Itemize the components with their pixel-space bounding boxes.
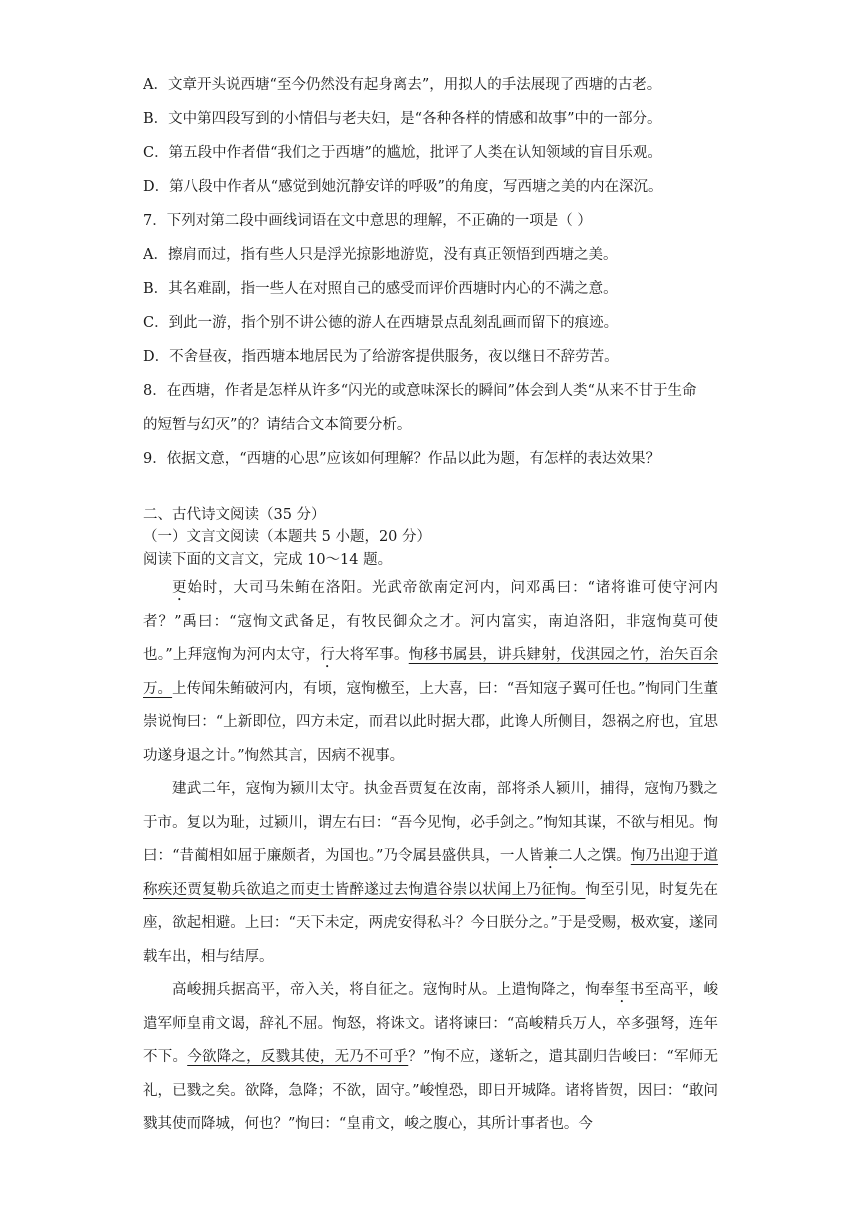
question-8 (143, 374, 718, 442)
passage-paragraph-1 (143, 572, 718, 773)
section-gap (143, 476, 718, 504)
q6-option-b: B．文中第四段写到的小情侣与老夫妇，是“各种各样的情感和故事”中的一部分。 (143, 111, 662, 127)
emphasis-dot-word: 玺 (614, 982, 630, 998)
emphasis-dot-word: 行 (320, 647, 336, 663)
q7-option-d: D．不舍昼夜，指西塘本地居民为了给游客提供服务，夜以继日不辞劳苦。 (143, 349, 619, 365)
question-9: 9．依据文意，“西塘的心思”应该如何理解？作品以此为题，有怎样的表达效果？ (143, 451, 661, 467)
exam-page (143, 68, 718, 1142)
passage-text: 始时，大司马朱鲔在洛阳。光武帝欲南定河内，问邓禹曰：“诸将谁可使守河内者？”禹曰：“寇恂文武备足，有牧民御众之才。河内富实，南迫洛阳，非寇恂莫可使也。”上拜寇恂为河内太守， (143, 580, 718, 663)
passage-text: 恂至引见，时复先在座，欲起相避。上曰：“天下未定，两虎安得私斗？今日朕分之。”于是受赐，极欢宴，遂同载车出，相与结厚。 (143, 881, 718, 965)
passage-text: 书至高平，峻遣军师皇甫文谒，辞礼不屈。恂怒，将诛文。诸将谏曰：“高峻精兵万人，卒多强弩，连年不下。 (143, 982, 719, 1065)
question-7 (143, 204, 718, 374)
q6-option-d: D．第八段中作者从“感觉到她沉静安详的呼吸”的角度，写西塘之美的内在深沉。 (143, 179, 663, 195)
section-2-intro: 阅读下面的文言文，完成 10～14 题。 (143, 552, 393, 568)
emphasis-dot-word: 兼 (543, 848, 559, 864)
q6-option-c: C．第五段中作者借“我们之于西塘”的尴尬，批评了人类在认知领域的盲目乐观。 (143, 145, 662, 161)
passage-paragraph-3 (143, 974, 718, 1142)
passage-text: 建武二年，寇恂为颍川太守。执金吾贾复在汝南，部将杀人颍川，捕得，寇恂乃戮之于市。复以为耻，过颍川，谓左右曰：“吾今见恂，必手剑之。”恂知其谋，不欲与相见。恂曰：“昔蔺相如屈于廉颇者，为国也。”乃令属县盛供具，一人皆 (143, 781, 718, 864)
passage-text: 二人之馔。 (558, 848, 631, 864)
section-2-subtitle: （一）文言文阅读（本题共 5 小题，20 分） (143, 529, 432, 545)
passage-paragraph-2 (143, 773, 718, 974)
emphasis-dot-word: 更 (172, 580, 188, 596)
q7-stem: 7．下列对第二段中画线词语在文中意思的理解，不正确的一项是（ ） (143, 213, 592, 229)
question-6-options (143, 68, 718, 204)
section-2-title: 二、古代诗文阅读（35 分） (143, 507, 326, 523)
underlined-sentence: 恂移书属县，讲兵肄射，伐淇园之竹，治矢百余万。 (143, 647, 719, 697)
q7-option-a: A．擦肩而过，指有些人只是浮光掠影地游览，没有真正领悟到西塘之美。 (143, 247, 618, 263)
underlined-sentence: 恂乃出迎于道称疾还贾复勒兵欲追之而吏士皆醉遂过去恂遣谷崇以状闻上乃征恂。 (143, 848, 719, 898)
passage-text: 大将军事。 (335, 647, 409, 663)
passage-text: 高峻拥兵据高平，帝入关，将自征之。寇恂时从。上遣恂降之，恂奉 (172, 982, 615, 998)
q8-line-2: 的短暂与幻灭”的？请结合文本简要分析。 (143, 417, 412, 433)
q7-option-b: B．其名难副，指一些人在对照自己的感受而评价西塘时内心的不满之意。 (143, 281, 618, 297)
passage-text: 上传闻朱鲔破河内，有顷，寇恂檄至，上大喜，曰：“吾知寇子翼可任也。”恂同门生董崇说恂曰：“上新即位，四方未定，而君以此时据大郡，此谗人所侧目，怨祸之府也，宜思功遂身退之计。”恂然其言，因病不视事。 (143, 680, 719, 764)
q6-option-a: A．文章开头说西塘“至今仍然没有起身离去”，用拟人的手法展现了西塘的古老。 (143, 77, 662, 93)
underlined-sentence: 今欲降之，反戮其使，无乃不可乎 (187, 1049, 409, 1065)
q7-option-c: C．到此一游，指个别不讲公德的游人在西塘景点乱刻乱画而留下的痕迹。 (143, 315, 619, 331)
passage-text: ？”恂不应，遂斩之，遣其副归告峻曰：“军师无礼，已戮之矣。欲降，急降；不欲，固守。”峻惶恐，即日开城降。诸将皆贺，因曰：“敢问戮其使而降城，何也？”恂曰：“皇甫文，峻之腹心，其所计事者也。今 (143, 1049, 719, 1132)
q8-line-1: 8．在西塘，作者是怎样从许多“闪光的或意味深长的瞬间”体会到人类“从来不甘于生命 (143, 383, 697, 399)
